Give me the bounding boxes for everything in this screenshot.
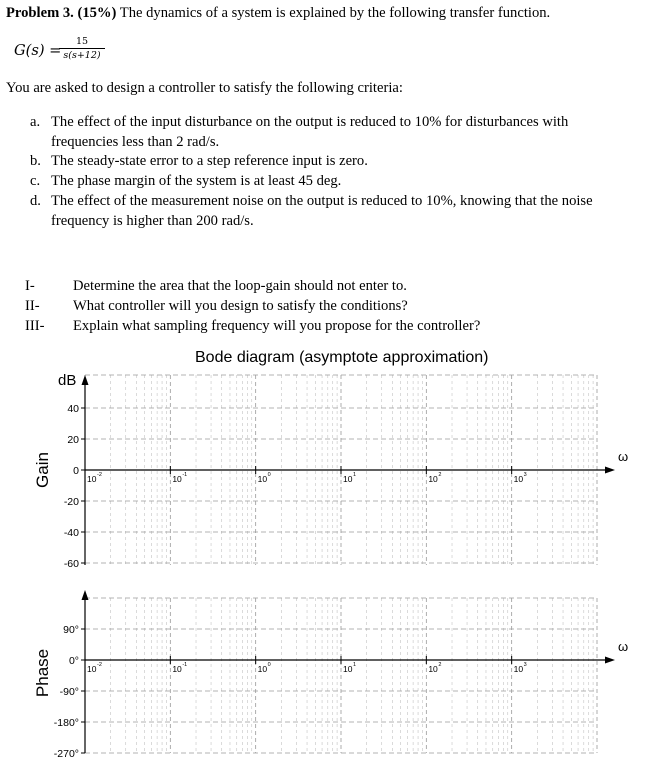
criterion-text: The effect of the input disturbance on the output is reduced to 10% for disturbances with [51,114,569,130]
decade-exponent: 3 [523,472,527,478]
decade-exponent: -1 [182,662,188,668]
decade-label: 10 [343,664,353,674]
criterion-text: The steady-state error to a step reference input is zero. [51,153,368,169]
axis-label-phase: Phase [33,648,52,698]
criterion-letter: d. [30,193,41,209]
decade-label: 10 [513,664,524,674]
decade-label: 10 [428,474,438,484]
transfer-function-numerator: 15 [59,36,105,49]
y-tick-label: -90° [59,686,79,698]
y-tick-label: 20 [67,434,79,446]
y-tick-label: -270° [53,748,79,760]
decade-label: 10 [343,474,353,484]
y-tick-label: 90° [63,624,79,636]
criterion-letter: c. [30,173,41,189]
y-tick-label: -40 [63,527,79,539]
criterion-letter: b. [30,153,41,169]
decade-exponent: -2 [97,662,102,668]
decade-label: 10 [257,474,268,484]
decade-exponent: 1 [353,662,357,668]
y-tick-label: 0 [73,465,79,477]
decade-exponent: 3 [523,662,527,668]
transfer-function-lhs: G(s) = [14,42,62,59]
chart-title: Bode diagram (asymptote approximation) [195,349,489,366]
y-tick-label: -180° [53,717,79,729]
omega-label: ω [618,449,629,464]
y-axis-arrow [82,590,89,600]
criterion-text: The effect of the measurement noise on the output is reduced to 10%, knowing that the noise [51,193,593,209]
y-tick-label: 40 [67,403,79,415]
x-axis-arrow [605,657,615,664]
question-number: II- [25,298,40,314]
decade-label: 10 [513,474,524,484]
transfer-function-denominator: s(s+12) [63,50,101,61]
decade-exponent: 0 [267,662,271,668]
question-text: What controller will you design to satisfy the conditions? [73,298,408,314]
problem-label: Problem 3. (15%) [6,5,117,21]
decade-exponent: 0 [267,472,271,478]
decade-label: 10 [87,664,97,674]
decade-exponent: 2 [438,662,442,668]
decade-label: 10 [87,474,97,484]
y-tick-label: -20 [63,496,79,508]
question-number: I- [25,278,35,294]
decade-exponent: 1 [353,472,357,478]
intro-text: You are asked to design a controller to satisfy the following criteria: [6,80,403,96]
criterion-letter: a. [30,114,41,130]
omega-label: ω [618,639,629,654]
y-axis-arrow [82,375,89,385]
decade-exponent: 2 [438,472,442,478]
x-axis-arrow [605,467,615,474]
axis-label-gain: Gain [33,452,52,488]
decade-label: 10 [257,664,268,674]
criterion-text: frequencies less than 2 rad/s. [51,134,220,150]
decade-label: 10 [172,474,182,484]
decade-label: 10 [172,664,182,674]
decade-exponent: -2 [97,472,102,478]
decade-exponent: -1 [182,472,188,478]
problem-text: The dynamics of a system is explained by the following transfer function. [116,5,551,21]
decade-label: 10 [428,664,438,674]
y-tick-label: 0° [68,655,79,667]
question-number: III- [25,318,45,334]
gain-unit-label: dB [58,372,77,389]
criterion-text: frequency is higher than 200 rad/s. [51,213,254,229]
question-text: Determine the area that the loop-gain should not enter to. [73,278,407,294]
question-text: Explain what sampling frequency will you propose for the controller? [73,318,481,334]
criterion-text: The phase margin of the system is at least 45 deg. [51,173,342,189]
y-tick-label: -60 [63,558,79,570]
